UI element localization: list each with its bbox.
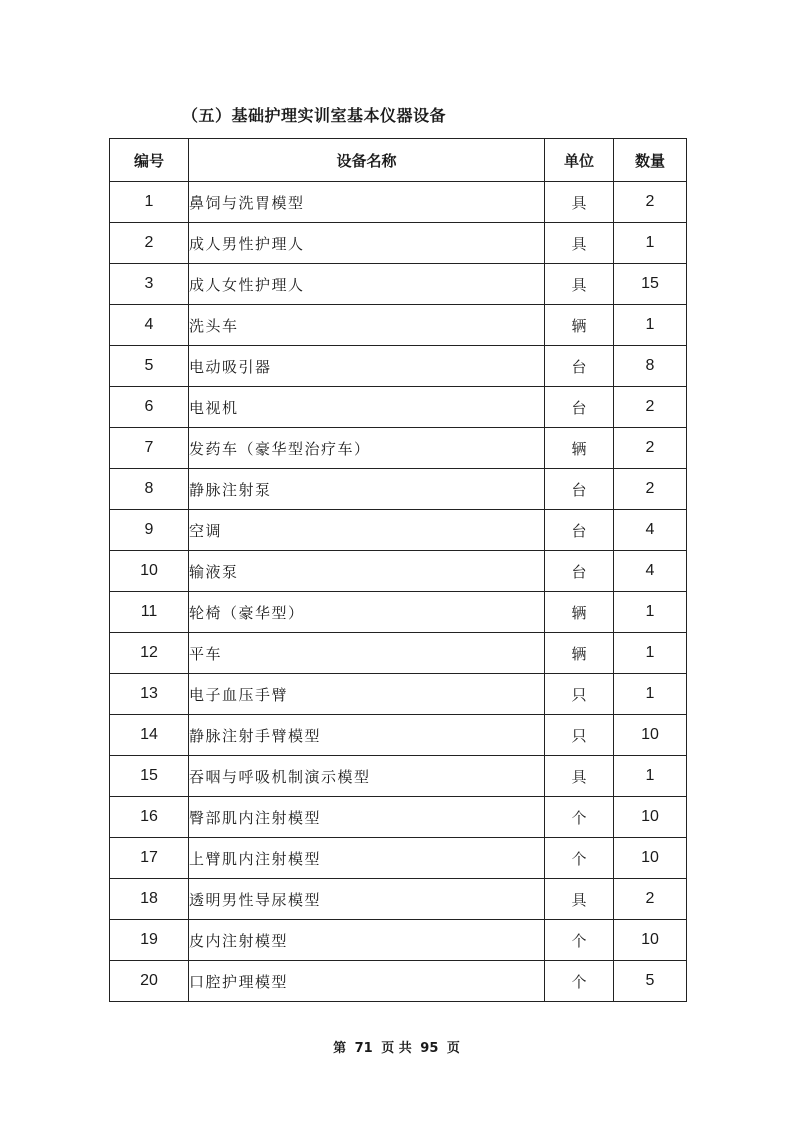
cell-number: 3 (110, 264, 189, 305)
table-row (110, 223, 687, 264)
table-row (110, 715, 687, 756)
cell-equipment-name: 成人男性护理人 (189, 223, 545, 264)
table-header-row (110, 139, 687, 182)
section-heading: （五）基础护理实训室基本仪器设备 (182, 106, 447, 125)
cell-equipment-name: 空调 (189, 510, 545, 551)
cell-quantity: 1 (614, 674, 687, 715)
cell-quantity: 10 (614, 920, 687, 961)
cell-quantity: 2 (614, 879, 687, 920)
cell-unit: 具 (545, 264, 614, 305)
cell-unit: 具 (545, 756, 614, 797)
cell-quantity: 2 (614, 182, 687, 223)
current-page-number: 71 (354, 1041, 373, 1056)
table-row (110, 961, 687, 1002)
cell-number: 6 (110, 387, 189, 428)
page-footer (0, 1040, 793, 1058)
cell-equipment-name: 输液泵 (189, 551, 545, 592)
cell-quantity: 4 (614, 551, 687, 592)
cell-unit: 辆 (545, 592, 614, 633)
cell-unit: 个 (545, 838, 614, 879)
cell-equipment-name: 发药车（豪华型治疗车） (189, 428, 545, 469)
cell-unit: 只 (545, 674, 614, 715)
cell-equipment-name: 洗头车 (189, 305, 545, 346)
column-header-no: 编号 (110, 139, 189, 182)
cell-quantity: 1 (614, 592, 687, 633)
cell-equipment-name: 臀部肌内注射模型 (189, 797, 545, 838)
table-row (110, 838, 687, 879)
table-body (110, 182, 687, 1002)
cell-quantity: 15 (614, 264, 687, 305)
cell-number: 18 (110, 879, 189, 920)
table-row (110, 756, 687, 797)
table-row (110, 387, 687, 428)
cell-equipment-name: 吞咽与呼吸机制演示模型 (189, 756, 545, 797)
table-row (110, 305, 687, 346)
cell-unit: 辆 (545, 428, 614, 469)
cell-equipment-name: 电动吸引器 (189, 346, 545, 387)
cell-unit: 个 (545, 920, 614, 961)
cell-number: 17 (110, 838, 189, 879)
cell-quantity: 4 (614, 510, 687, 551)
cell-equipment-name: 静脉注射泵 (189, 469, 545, 510)
cell-quantity: 1 (614, 633, 687, 674)
column-header-qty: 数量 (614, 139, 687, 182)
table-row (110, 469, 687, 510)
cell-unit: 台 (545, 510, 614, 551)
table-row (110, 346, 687, 387)
cell-number: 8 (110, 469, 189, 510)
column-header-name: 设备名称 (189, 139, 545, 182)
cell-equipment-name: 轮椅（豪华型） (189, 592, 545, 633)
cell-quantity: 1 (614, 756, 687, 797)
cell-number: 12 (110, 633, 189, 674)
cell-equipment-name: 平车 (189, 633, 545, 674)
table-row (110, 264, 687, 305)
table-row (110, 592, 687, 633)
cell-quantity: 1 (614, 305, 687, 346)
cell-quantity: 2 (614, 387, 687, 428)
cell-number: 15 (110, 756, 189, 797)
cell-number: 16 (110, 797, 189, 838)
table-row (110, 674, 687, 715)
cell-equipment-name: 电子血压手臂 (189, 674, 545, 715)
cell-quantity: 5 (614, 961, 687, 1002)
column-header-unit: 单位 (545, 139, 614, 182)
cell-equipment-name: 上臂肌内注射模型 (189, 838, 545, 879)
cell-quantity: 10 (614, 715, 687, 756)
table-row (110, 182, 687, 223)
cell-number: 1 (110, 182, 189, 223)
footer-mid: 页 共 (381, 1041, 412, 1056)
cell-number: 4 (110, 305, 189, 346)
footer-prefix: 第 (333, 1041, 347, 1056)
cell-equipment-name: 透明男性导尿模型 (189, 879, 545, 920)
cell-equipment-name: 成人女性护理人 (189, 264, 545, 305)
cell-equipment-name: 静脉注射手臂模型 (189, 715, 545, 756)
cell-number: 10 (110, 551, 189, 592)
cell-unit: 具 (545, 879, 614, 920)
table-row (110, 633, 687, 674)
cell-number: 20 (110, 961, 189, 1002)
table-row (110, 920, 687, 961)
equipment-table (109, 138, 687, 1002)
cell-unit: 个 (545, 797, 614, 838)
cell-unit: 台 (545, 346, 614, 387)
cell-number: 2 (110, 223, 189, 264)
cell-unit: 辆 (545, 305, 614, 346)
table-row (110, 428, 687, 469)
cell-unit: 台 (545, 551, 614, 592)
cell-equipment-name: 皮内注射模型 (189, 920, 545, 961)
cell-unit: 台 (545, 469, 614, 510)
footer-suffix: 页 (446, 1041, 460, 1056)
cell-equipment-name: 电视机 (189, 387, 545, 428)
cell-quantity: 10 (614, 797, 687, 838)
cell-number: 19 (110, 920, 189, 961)
cell-unit: 台 (545, 387, 614, 428)
cell-quantity: 2 (614, 428, 687, 469)
cell-quantity: 1 (614, 223, 687, 264)
table-row (110, 879, 687, 920)
table-row (110, 551, 687, 592)
cell-number: 9 (110, 510, 189, 551)
cell-unit: 只 (545, 715, 614, 756)
cell-quantity: 8 (614, 346, 687, 387)
cell-number: 5 (110, 346, 189, 387)
cell-quantity: 2 (614, 469, 687, 510)
cell-number: 11 (110, 592, 189, 633)
cell-quantity: 10 (614, 838, 687, 879)
cell-equipment-name: 鼻饲与洗胃模型 (189, 182, 545, 223)
cell-unit: 具 (545, 223, 614, 264)
table-row (110, 510, 687, 551)
cell-equipment-name: 口腔护理模型 (189, 961, 545, 1002)
cell-number: 7 (110, 428, 189, 469)
cell-unit: 个 (545, 961, 614, 1002)
cell-number: 14 (110, 715, 189, 756)
cell-unit: 具 (545, 182, 614, 223)
total-pages-number: 95 (420, 1041, 439, 1056)
cell-unit: 辆 (545, 633, 614, 674)
cell-number: 13 (110, 674, 189, 715)
table-row (110, 797, 687, 838)
